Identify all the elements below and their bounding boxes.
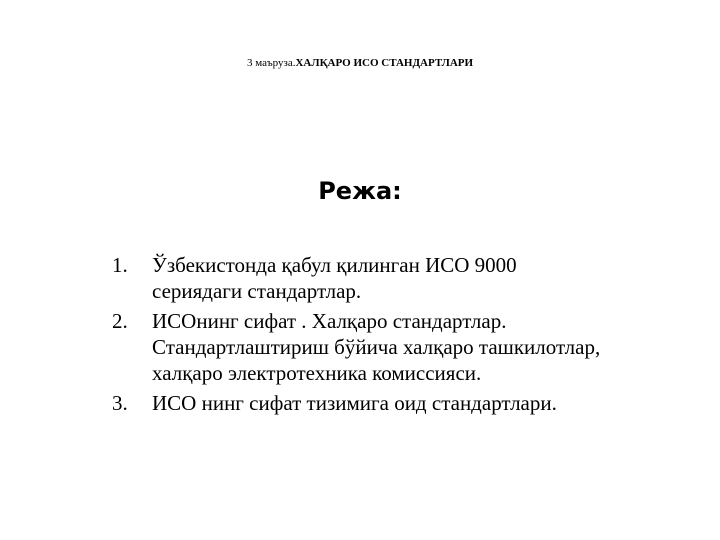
plan-item-number: 1.: [112, 253, 128, 277]
plan-heading: Режа:: [318, 177, 402, 205]
lecture-header: [0, 56, 720, 70]
plan-item-1: [112, 252, 702, 304]
plan-item-line: халқаро электротехника комиссияси.: [152, 361, 482, 385]
lecture-number: 3 маъруза.: [246, 57, 296, 69]
plan-item-line: ИСО нинг сифат тизимига оид стандартлари.: [152, 391, 557, 415]
plan-item-line: Стандартлаштириш бўйича халқаро ташкилотлар,: [152, 335, 601, 359]
plan-item-3: [112, 390, 702, 416]
lecture-topic: ХАЛҚАРО ИСО СТАНДАРТЛАРИ: [295, 57, 474, 69]
plan-item-number: 3.: [112, 391, 128, 415]
plan-list: [112, 252, 702, 420]
plan-item-number: 2.: [112, 309, 128, 333]
plan-item-line: ИСОнинг сифат . Халқаро стандартлар.: [152, 309, 507, 333]
plan-item-line: сериядаги стандартлар.: [152, 279, 362, 303]
plan-item-2: [112, 308, 702, 386]
plan-item-line: Ўзбекистонда қабул қилинган ИСО 9000: [152, 253, 517, 277]
